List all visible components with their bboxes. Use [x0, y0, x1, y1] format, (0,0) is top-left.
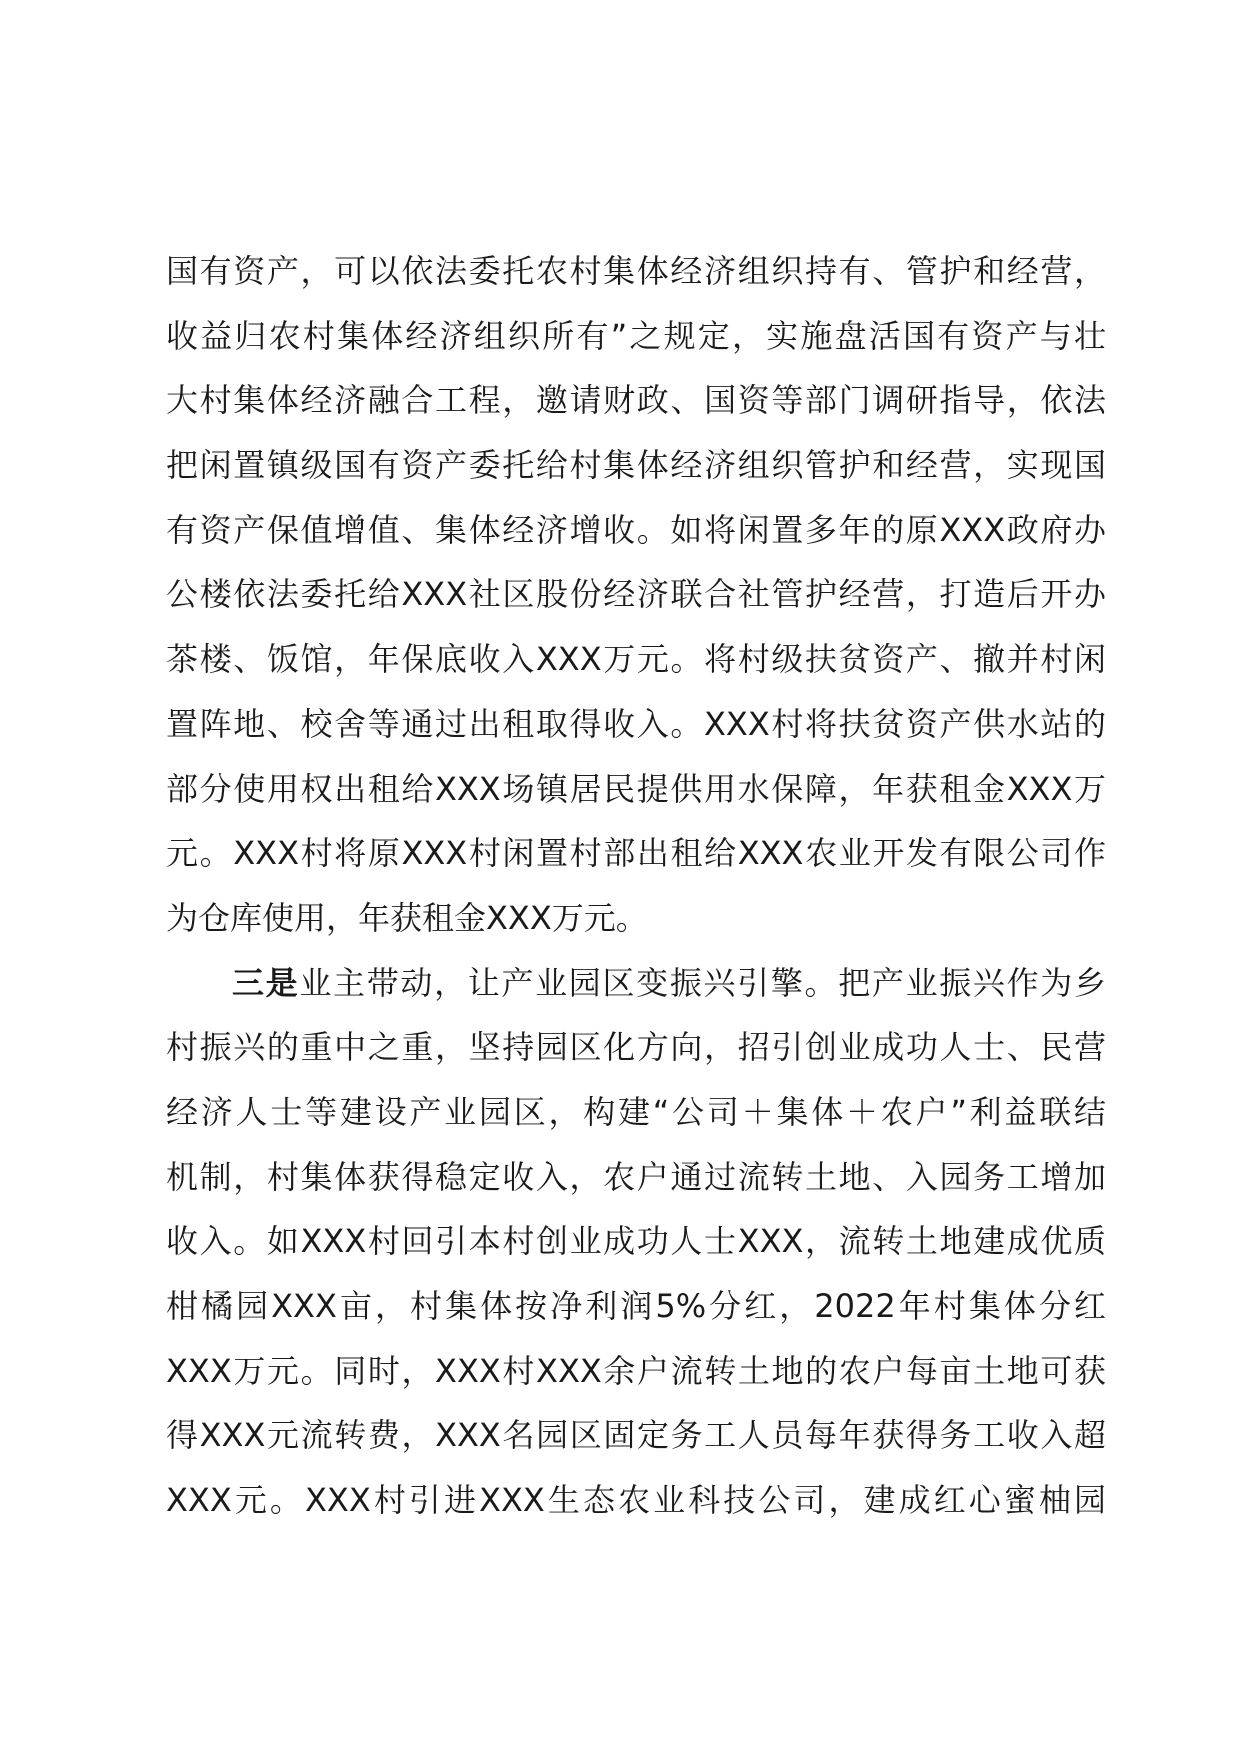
text-line: 国有资产，可以依法委托农村集体经济组织持有、管护和经营， [166, 252, 1106, 290]
text-line: 收入。如XXX村回引本村创业成功人士XXX，流转土地建成优质 [166, 1222, 1106, 1261]
paragraph-first-line [166, 951, 1106, 1016]
paragraph-lead-bold: 三是 [232, 963, 300, 1002]
text-line: 为仓库使用，年获租金XXX万元。 [166, 898, 648, 937]
text-line: 元。XXX村将原XXX村闲置村部出租给XXX农业开发有限公司作 [166, 834, 1106, 873]
text-line: XXX元。XXX村引进XXX生态农业科技公司，建成红心蜜柚园 [166, 1481, 1106, 1520]
text-line: 收益归农村集体经济组织所有”之规定，实施盘活国有资产与壮 [166, 316, 1106, 355]
text-line: 得XXX元流转费，XXX名园区固定务工人员每年获得务工收入超 [166, 1416, 1106, 1455]
text-line: 置阵地、校舍等通过出租取得收入。XXX村将扶贫资产供水站的 [166, 704, 1106, 743]
document-body [166, 239, 1106, 1533]
text-line: 公楼依法委托给XXX社区股份经济联合社管护经营，打造后开办 [166, 575, 1106, 614]
text-line: 有资产保值增值、集体经济增收。如将闲置多年的原XXX政府办 [166, 510, 1106, 549]
text-line: 柑橘园XXX亩，村集体按净利润5%分红，2022年村集体分红 [166, 1287, 1106, 1325]
paragraph-lead-rest: 业主带动，让产业园区变振兴引擎。把产业振兴作为乡 [299, 963, 1106, 1002]
text-line: 茶楼、饭馆，年保底收入XXX万元。将村级扶贫资产、撤并村闲 [166, 640, 1106, 679]
text-line: 经济人士等建设产业园区，构建“公司＋集体＋农户”利益联结 [166, 1092, 1106, 1131]
text-line: 大村集体经济融合工程，邀请财政、国资等部门调研指导，依法 [166, 381, 1106, 420]
text-line: 部分使用权出租给XXX场镇居民提供用水保障，年获租金XXX万 [166, 769, 1106, 808]
text-line: XXX万元。同时，XXX村XXX余户流转土地的农户每亩土地可获 [166, 1351, 1106, 1390]
paragraph-state-assets [166, 239, 1106, 951]
paragraph-industry-park [166, 951, 1106, 1533]
text-line: 机制，村集体获得稳定收入，农户通过流转土地、入园务工增加 [166, 1157, 1106, 1196]
text-line: 村振兴的重中之重，坚持园区化方向，招引创业成功人士、民营 [166, 1028, 1106, 1067]
text-line: 把闲置镇级国有资产委托给村集体经济组织管护和经营，实现国 [166, 446, 1106, 485]
